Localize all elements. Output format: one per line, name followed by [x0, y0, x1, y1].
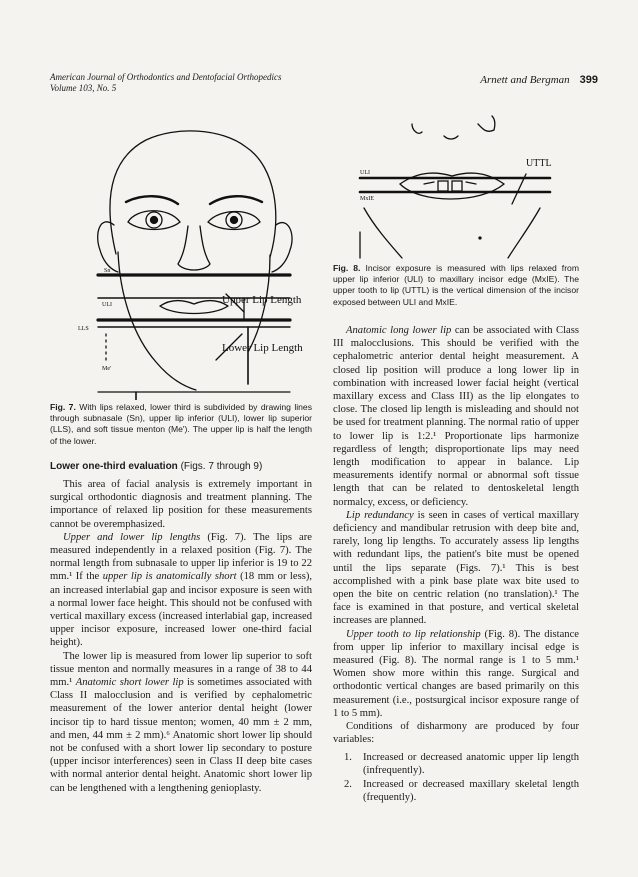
- term: Anatomic short lower lip: [75, 677, 184, 689]
- list-item: 2. Increased or decreased maxillary skeletal length (frequently).: [344, 778, 579, 804]
- left-eyebrow: [126, 196, 178, 204]
- right-eyebrow: [210, 196, 262, 204]
- left-column: [50, 478, 312, 795]
- figure-7-caption: [50, 402, 312, 447]
- paragraph: The lower lip is measured from lower lip superior to soft tissue menton and normally measures in a range of 38 to 44 mm.¹ Anatomic short lower lip is sometimes associated with Class II malocclusion and is verified by cephalometric measurement of the lower anterior dental height (lower incisor tip to hard tissue menton; women, 40 mm ± 2 mm, and men, 44 mm ± 2 mm).⁶ Anatomic short lower lip should not be confused with a short lower lip secondary to posture (upper incisor interferences) seen in Class II deep bite cases with normal anterior dental height. Anatomic short lower lip can be lengthened with a lengthening genioplasty.: [50, 650, 312, 794]
- label-uli: ULI: [360, 170, 370, 176]
- lower-lip: [160, 306, 228, 314]
- section-heading: [50, 461, 262, 472]
- label-lower-lip-length: Lower Lip Length: [222, 342, 303, 354]
- paragraph: This area of facial analysis is extremely important in surgical orthodontic diagnosis and treatment planning. The importance of relaxed lip position for these measurements cannot be overemphasized.: [50, 479, 312, 530]
- figure-8-caption-label: Fig. 8.: [333, 263, 361, 273]
- label-sn: Sn: [104, 268, 111, 274]
- term: upper lip is anatomically short: [102, 571, 237, 583]
- figure-7-caption-label: Fig. 7.: [50, 402, 76, 412]
- label-uttl: UTTL: [526, 158, 552, 169]
- figure-8-incisor-drawing: [330, 108, 578, 260]
- left-pupil: [151, 217, 158, 224]
- journal-volume: Volume 103, No. 5: [50, 83, 117, 93]
- right-column: [333, 324, 579, 805]
- paragraph: Upper tooth to lip relationship (Fig. 8). The distance from upper lip inferior to maxillary incisal edge is measured (Fig. 8). The normal range is 1 to 5 mm.¹ Women show more within this range. Surgical and orthodontic vertical changes are based primarily on this measurement (i.e., postsurgical incisor exposure range of 1 to 5 mm).: [333, 628, 579, 719]
- chin-left: [364, 208, 402, 258]
- nostril-right: [478, 116, 495, 131]
- label-me: Me': [102, 366, 112, 372]
- authors: Arnett and Bergman: [480, 74, 570, 86]
- journal-title: American Journal of Orthodontics and Dentofacial Orthopedics: [50, 72, 282, 82]
- incisor-right: [452, 181, 462, 191]
- paragraph: Anatomic long lower lip can be associated with Class III malocclusions. This should be verified with the cephalometric anterior dental height measurement. A closed lip position will produce a long lower lip in combination with increased lower facial height (vertical maxillary excess and Class III) as the lip elongates to close. The closed lip length is misleading and should not be used for treatment planning. The normal ratio of upper to lower lip is 1:2.¹ Proportionate lips harmonize regardless of length; disproportionate lips may need length modification to appear in balance. Lip measurements identify normal or abnormal soft tissue length that can be related to dentoskeletal length normalcy, excess, or deficiency.: [333, 325, 579, 508]
- term: Upper tooth to lip relationship: [346, 628, 481, 640]
- figure-8-caption: [333, 263, 579, 308]
- figure-7-caption-text: With lips relaxed, lower third is subdivided by drawing lines through subnasale (Sn), upper lip inferior (ULI), lower lip superior (LLS), and soft tissue menton (Me'). The upper lip is half the length of the lower.: [50, 402, 312, 446]
- upper-lip: [160, 301, 228, 307]
- paragraph: Conditions of disharmony are produced by four variables:: [333, 721, 579, 746]
- chin-right: [508, 208, 540, 258]
- page-number: 399: [579, 74, 598, 86]
- term: Lip redundancy: [346, 509, 414, 521]
- term: Upper and lower lip lengths: [63, 531, 201, 543]
- section-figure-ref: (Figs. 7 through 9): [180, 461, 263, 472]
- journal-header: [50, 72, 281, 94]
- reference-dot: [479, 237, 481, 239]
- paragraph: Upper and lower lip lengths (Fig. 7). The lips are measured independently in a relaxed position (Fig. 7). The normal length from subnasale to upper lip inferior is 19 to 22 mm.¹ If the upper lip is anatomically short (18 mm or less), an increased interlabial gap and incisor exposure is seen with a normal lower face height. This should not be confused with vertical maxillary excess (increased interlabial gap, increased upper incisor exposure, increased lower one-third facial height).: [50, 531, 313, 649]
- figure-7-face-drawing: [76, 122, 306, 400]
- columella: [444, 136, 458, 139]
- variables-list: [333, 751, 579, 805]
- head-outline: [110, 131, 276, 257]
- figure-8-caption-text: Incisor exposure is measured with lips relaxed from upper lip inferior (ULI) to maxillary incisor edge (MxIE). The upper tooth to lip (UTTL) is the vertical dimension of the incisor exposed between ULI and MxIE.: [333, 263, 579, 307]
- teeth-lateral: [424, 182, 476, 184]
- section-title: Lower one-third evaluation: [50, 461, 178, 472]
- list-item: 1. Increased or decreased anatomic upper lip length (infrequently).: [344, 751, 579, 776]
- right-pupil: [231, 217, 238, 224]
- label-uli: ULI: [102, 302, 112, 308]
- incisor-left: [438, 181, 448, 191]
- page-header-right: [480, 74, 598, 86]
- label-lls: LLS: [78, 326, 89, 332]
- label-mxie: MxIE: [360, 196, 374, 202]
- paragraph: Lip redundancy is seen in cases of vertical maxillary deficiency and mandibular retrusion with deep bite and, rarely, long lip lengths. To accurately assess lip lengths with redundant lips, the patient's bite must be opened until the lips separate (Figs. 7).¹ This is best accomplished with a pink base plate wax bite used to open the bite on centric relation (no translation).¹ The face is examined in that posture, and vertical skeletal increases are planned.: [333, 509, 579, 627]
- nostril-left: [412, 124, 422, 133]
- nose: [178, 226, 210, 270]
- term: Anatomic long lower lip: [346, 325, 452, 336]
- label-upper-lip-length: Upper Lip Length: [222, 294, 302, 306]
